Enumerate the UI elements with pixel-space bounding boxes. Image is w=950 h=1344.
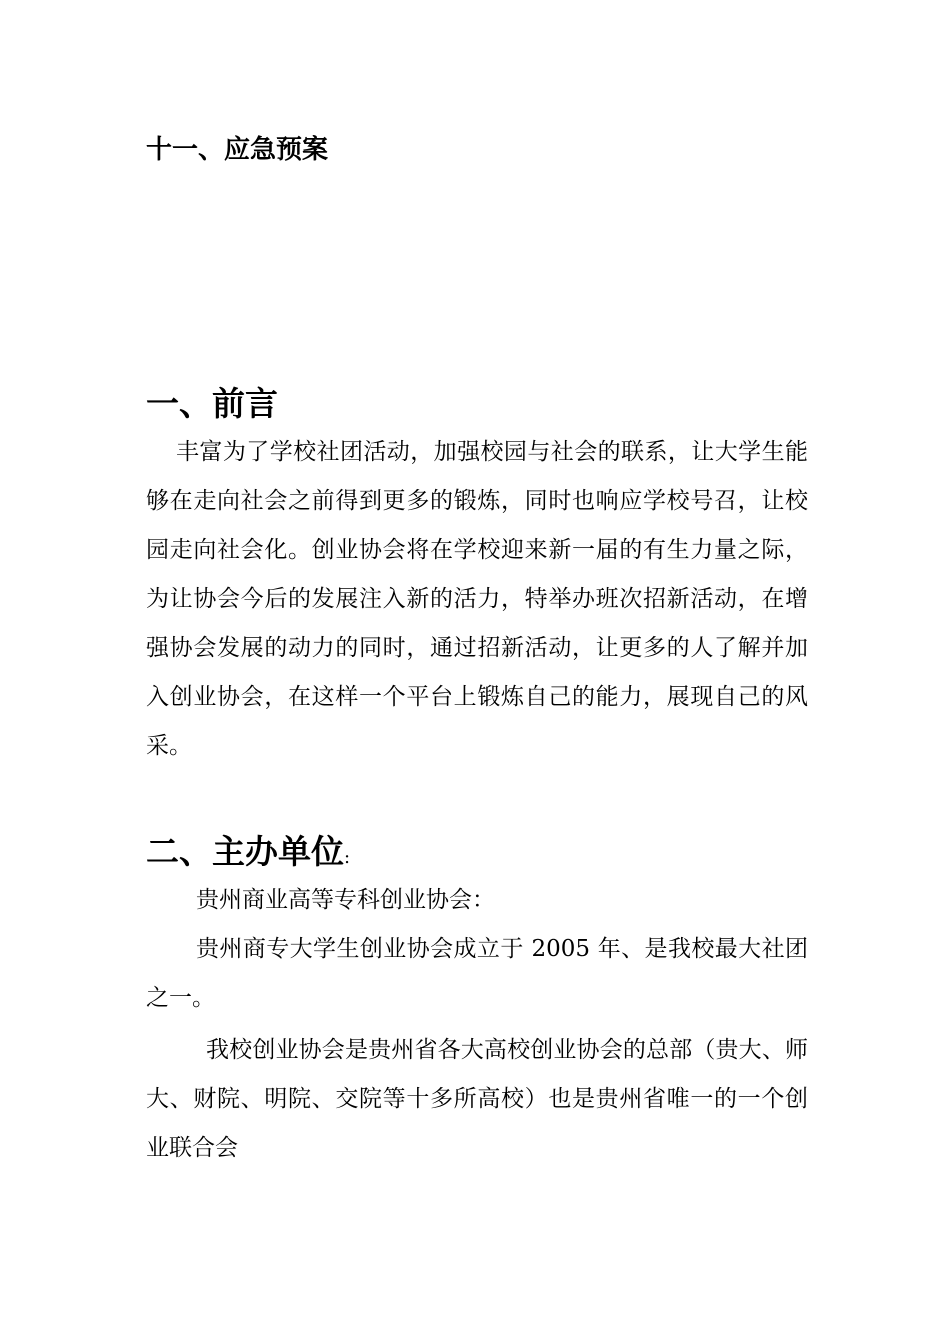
- organizer-heading-colon: :: [344, 847, 351, 868]
- emergency-plan-heading: 十一、应急预案: [146, 135, 329, 165]
- organizer-name-paragraph: 贵州商业高等专科创业协会：: [196, 887, 495, 913]
- preface-heading: 一、前言: [146, 384, 278, 423]
- preface-paragraph: 丰富为了学校社团活动，加强校园与社会的联系，让大学生能够在走向社会之前得到更多的锻炼，同时也响应学校号召，让校园走向社会化。创业协会将在学校迎来新一届的有生力量之际，为让协会今后的发展注入新的活力，特举办班次招新活动，在增强协会发展的动力的同时，通过招新活动，让更多的人了解并加入创业协会，在这样一个平台上锻炼自己的能力，展现自己的风采。: [146, 439, 808, 759]
- organizer-detail-paragraph: 我校创业协会是贵州省各大高校创业协会的总部（贵大、师大、财院、明院、交院等十多所高校）也是贵州省唯一的一个创业联合会: [146, 1037, 808, 1161]
- organizer-heading: [146, 830, 350, 880]
- organizer-intro-paragraph: 贵州商专大学生创业协会成立于 2005 年、是我校最大社团之一。: [146, 936, 808, 1011]
- organizer-heading-text: 二、主办单位: [146, 832, 344, 871]
